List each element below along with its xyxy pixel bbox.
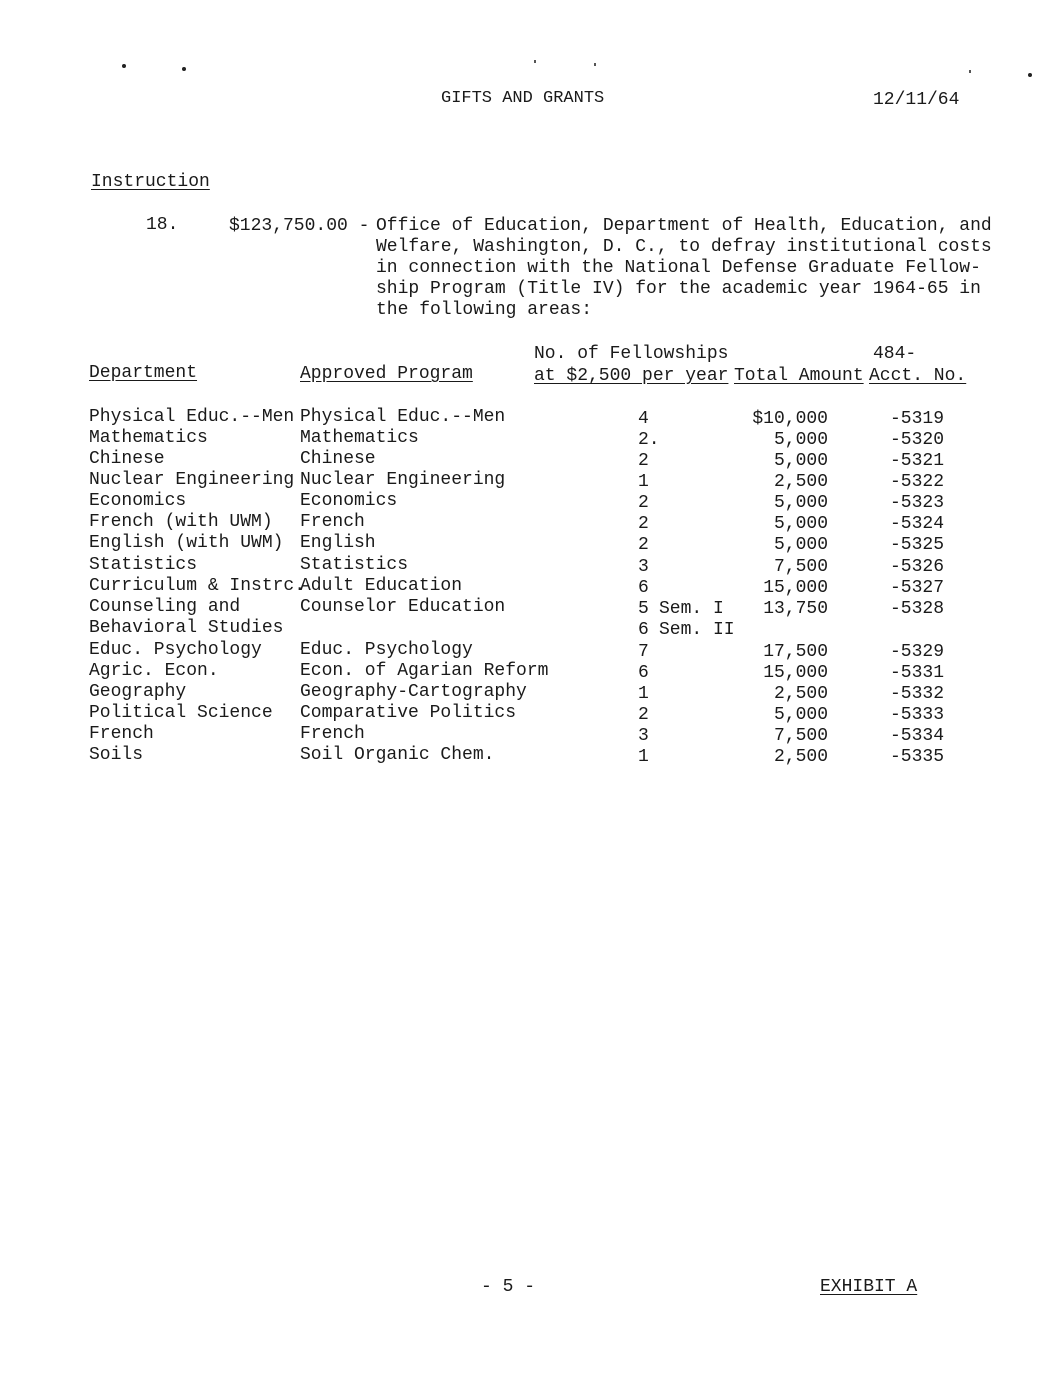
- row-approved-program: Comparative Politics: [300, 703, 517, 723]
- row-approved-program: French: [300, 512, 365, 532]
- page-number: - 5 -: [481, 1277, 536, 1297]
- row-total-amount: 2,500: [773, 747, 828, 767]
- row-acct-no: -5326: [889, 557, 944, 577]
- row-acct-no: -5327: [889, 578, 944, 598]
- row-acct-no: -5324: [889, 514, 944, 534]
- row-acct-no: -5333: [889, 705, 944, 725]
- row-fellowships: 2: [638, 451, 649, 471]
- row-approved-program: English: [300, 533, 376, 553]
- row-department: Soils: [89, 745, 144, 765]
- row-total-amount: 15,000: [763, 663, 828, 683]
- row-approved-program: Physical Educ.--Men: [300, 407, 506, 427]
- page-title: GIFTS AND GRANTS: [441, 89, 605, 108]
- row-department: Nuclear Engineering: [89, 470, 295, 490]
- row-department: Curriculum & Instrc.: [89, 576, 306, 596]
- scan-speck: [1028, 73, 1032, 77]
- row-department: French (with UWM): [89, 512, 273, 532]
- row-fellowships: 1: [638, 684, 649, 704]
- row-acct-no: -5320: [889, 430, 944, 450]
- row-department: Agric. Econ.: [89, 661, 219, 681]
- row-approved-program: Soil Organic Chem.: [300, 745, 495, 765]
- document-date: 12/11/64: [873, 90, 960, 110]
- row-approved-program: Nuclear Engineering: [300, 470, 506, 490]
- scan-speck: [594, 63, 596, 66]
- row-acct-no: -5332: [889, 684, 944, 704]
- header-acct-no: Acct. No.: [869, 366, 967, 386]
- row-total-amount: 2,500: [773, 472, 828, 492]
- row-fellowships: 2.: [638, 430, 660, 450]
- row-total-amount: 5,000: [773, 451, 828, 471]
- row-acct-no: -5329: [889, 642, 944, 662]
- row-acct-no: -5319: [889, 409, 944, 429]
- row-approved-program: Econ. of Agarian Reform: [300, 661, 549, 681]
- row-fellowships: 7: [638, 642, 649, 662]
- header-department: Department: [89, 363, 198, 383]
- row-department: Statistics: [89, 555, 198, 575]
- scan-speck: [122, 64, 126, 68]
- scan-speck: [182, 67, 186, 71]
- row-department: Mathematics: [89, 428, 208, 448]
- row-department: Counseling and: [89, 597, 241, 617]
- row-fellowships: 4: [638, 409, 649, 429]
- scan-speck: [969, 70, 971, 73]
- row-total-amount: 15,000: [763, 578, 828, 598]
- row-acct-no: -5331: [889, 663, 944, 683]
- row-approved-program: Statistics: [300, 555, 409, 575]
- row-total-amount: 7,500: [773, 557, 828, 577]
- row-fellowships: 6: [638, 578, 649, 598]
- description-line: in connection with the National Defense Graduate Fellow-: [376, 258, 981, 278]
- scan-speck: [534, 60, 536, 63]
- row-fellowships: 3: [638, 557, 649, 577]
- row-department: English (with UWM): [89, 533, 284, 553]
- row-department: Economics: [89, 491, 187, 511]
- row-department: Educ. Psychology: [89, 640, 262, 660]
- header-approved-program: Approved Program: [300, 364, 473, 384]
- row-total-amount: 5,000: [773, 430, 828, 450]
- row-department: Chinese: [89, 449, 165, 469]
- row-total-amount: 7,500: [773, 726, 828, 746]
- row-approved-program: French: [300, 724, 365, 744]
- row-total-amount: 5,000: [773, 705, 828, 725]
- row-fellowships: 5: [638, 599, 649, 619]
- row-acct-no: -5325: [889, 535, 944, 555]
- exhibit-label: EXHIBIT A: [820, 1277, 918, 1297]
- row-acct-no: -5323: [889, 493, 944, 513]
- row-approved-program: Economics: [300, 491, 398, 511]
- description-line: Welfare, Washington, D. C., to defray institutional costs: [376, 237, 992, 257]
- description-line: ship Program (Title IV) for the academic year 1964-65 in: [376, 279, 981, 299]
- item-description: [376, 216, 992, 321]
- row-approved-program: Mathematics: [300, 428, 419, 448]
- row-total-amount: 5,000: [773, 535, 828, 555]
- row-acct-no: -5334: [889, 726, 944, 746]
- row-total-amount: 2,500: [773, 684, 828, 704]
- row-approved-program: Geography-Cartography: [300, 682, 527, 702]
- row-approved-program: Adult Education: [300, 576, 463, 596]
- row-approved-program: Educ. Psychology: [300, 640, 473, 660]
- row-department: French: [89, 724, 154, 744]
- row-department: Geography: [89, 682, 187, 702]
- row-fellowships: 2: [638, 535, 649, 555]
- section-heading: Instruction: [91, 172, 210, 192]
- row-semester: Sem. II: [659, 620, 735, 640]
- row-fellowships: 1: [638, 747, 649, 767]
- row-fellowships: 1: [638, 472, 649, 492]
- row-semester: Sem. I: [659, 599, 724, 619]
- row-approved-program: Chinese: [300, 449, 376, 469]
- row-department: Behavioral Studies: [89, 618, 284, 638]
- header-total-amount: Total Amount: [734, 366, 864, 386]
- row-total-amount: 13,750: [763, 599, 828, 619]
- row-fellowships: 3: [638, 726, 649, 746]
- row-acct-no: -5335: [889, 747, 944, 767]
- row-fellowships: 2: [638, 705, 649, 725]
- row-fellowships: 6: [638, 620, 649, 640]
- row-total-amount: 17,500: [763, 642, 828, 662]
- row-fellowships: 2: [638, 514, 649, 534]
- row-total-amount: 5,000: [773, 493, 828, 513]
- header-fellowships-line2: at $2,500 per year: [534, 366, 729, 386]
- header-acct-prefix: 484-: [873, 344, 917, 364]
- row-total-amount: 5,000: [773, 514, 828, 534]
- row-approved-program: Counselor Education: [300, 597, 506, 617]
- row-fellowships: 6: [638, 663, 649, 683]
- item-number: 18.: [146, 215, 179, 235]
- row-acct-no: -5321: [889, 451, 944, 471]
- description-line: the following areas:: [376, 300, 593, 320]
- row-department: Physical Educ.--Men: [89, 407, 295, 427]
- row-department: Political Science: [89, 703, 273, 723]
- header-fellowships-line1: No. of Fellowships: [534, 344, 729, 364]
- description-line: Office of Education, Department of Health, Education, and: [376, 216, 992, 236]
- row-acct-no: -5328: [889, 599, 944, 619]
- row-fellowships: 2: [638, 493, 649, 513]
- row-total-amount: $10,000: [752, 409, 828, 429]
- item-amount: $123,750.00 -: [229, 216, 370, 236]
- row-acct-no: -5322: [889, 472, 944, 492]
